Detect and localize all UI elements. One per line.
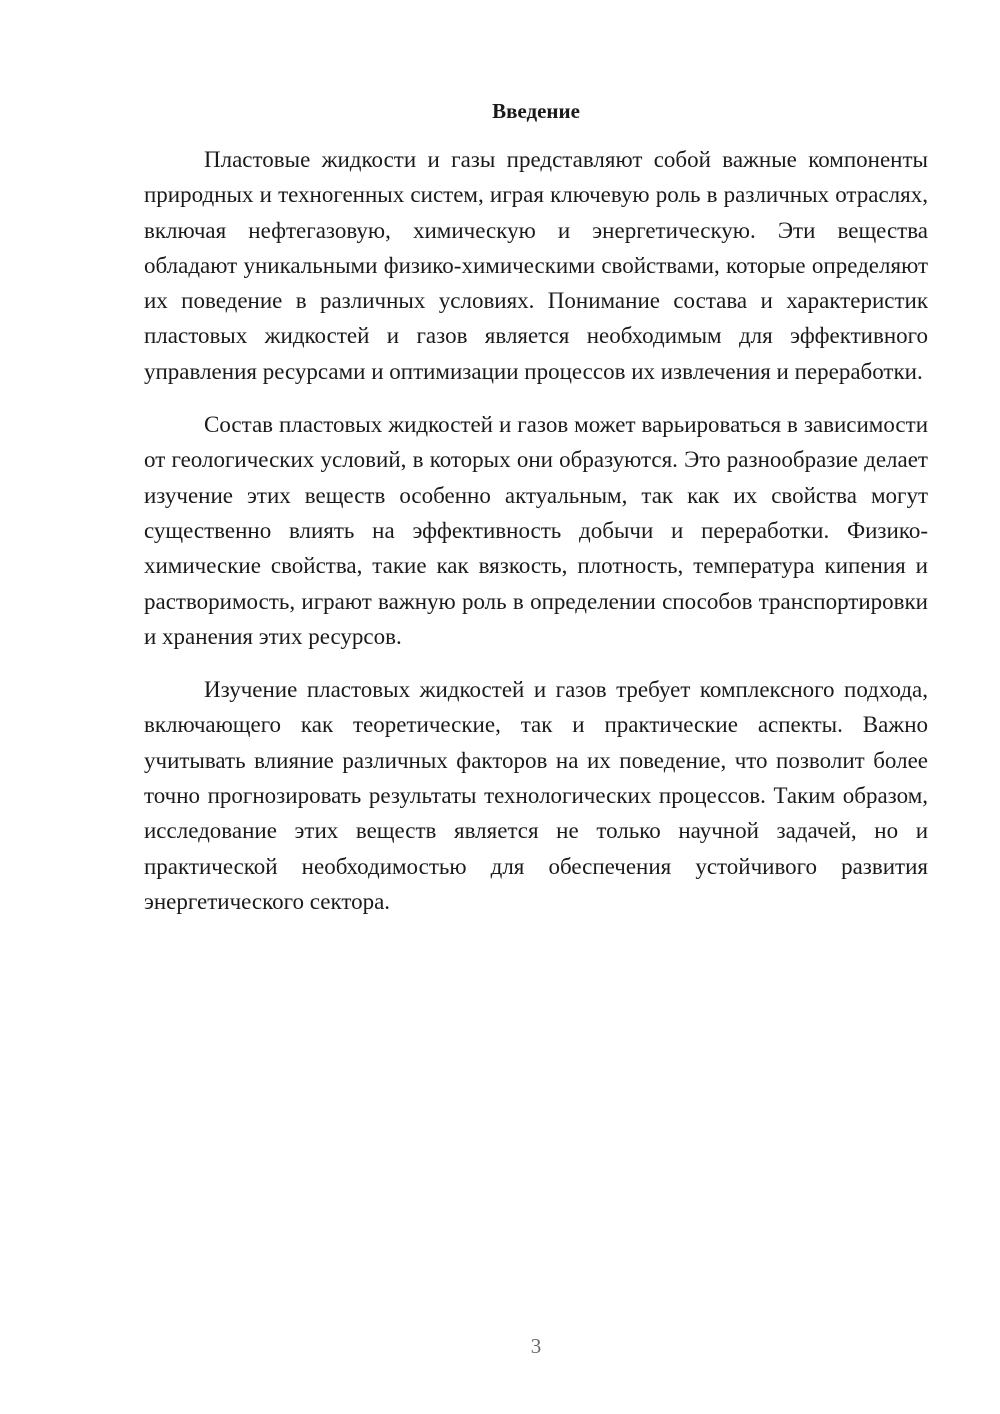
paragraph: Состав пластовых жидкостей и газов может варьироваться в зависимости от геологических условий, в которых они образуются. Это разнообразие делает изучение этих веществ особенно актуальным, так как их свойства могут существенно влиять на эффективность добычи и переработки. Физико-химические свойства, такие как вязкость, плотность, температура кипения и растворимость, играют важную роль в определении способов транспортировки и хранения этих ресурсов. — [144, 412, 928, 649]
paragraph: Пластовые жидкости и газы представляют собой важные компоненты природных и техногенных систем, играя ключевую роль в различных отраслях, включая нефтегазовую, химическую и энергетическую. Эти вещества обладают уникальными физико-химическими свойствами, которые определяют их поведение в различных условиях. Понимание состава и характеристик пластовых жидкостей и газов является необходимым для эффективного управления ресурсами и оптимизации процессов их извлечения и переработки. — [144, 147, 928, 384]
page-number: 3 — [530, 1334, 542, 1358]
paragraph: Изучение пластовых жидкостей и газов требует комплексного подхода, включающего как теоретические, так и практические аспекты. Важно учитывать влияние различных факторов на их поведение, что позволит более точно прогнозировать результаты технологических процессов. Таким образом, исследование этих веществ является не только научной задачей, но и практической необходимостью для обеспечения устойчивого развития энергетического сектора. — [144, 677, 928, 914]
body-text — [144, 142, 928, 937]
section-heading: Введение — [492, 99, 580, 123]
